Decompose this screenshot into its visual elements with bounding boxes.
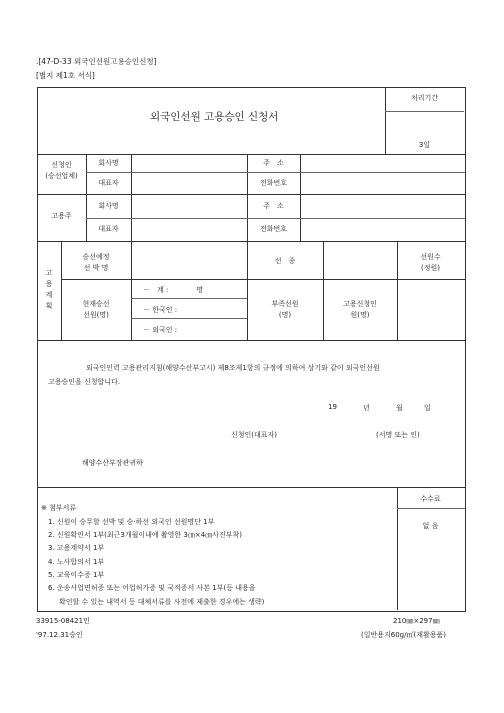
- plan-label-char: 용: [45, 280, 53, 288]
- attachment-item: 4. 노사합의서 1부: [48, 558, 105, 566]
- applicant-company-field[interactable]: [132, 155, 246, 171]
- ship-name-label: 승선예정: [82, 253, 110, 261]
- current-crew-label-sub: 선원(명): [83, 311, 109, 319]
- employer-phone-label: 전화번호: [259, 225, 288, 233]
- divider: [37, 487, 465, 488]
- applicant-phone-field[interactable]: [301, 173, 463, 193]
- footer-code: 33915-08421민: [36, 617, 90, 625]
- request-count-label: 고용신청인: [343, 300, 377, 308]
- current-crew-label: 현재승선: [82, 300, 110, 308]
- attachment-item: 3. 고용계약서 1부: [48, 544, 105, 552]
- shortage-label-sub: (명): [278, 311, 292, 319]
- foreign-crew-label: － 외국인 :: [143, 326, 178, 334]
- plan-label-char: 고: [45, 269, 53, 277]
- divider: [397, 508, 465, 509]
- request-count-field[interactable]: [398, 280, 464, 339]
- processing-label: 처리기간: [410, 94, 439, 102]
- total-crew-label: － 계 : 명: [143, 286, 204, 294]
- applicant-phone-label: 전화번호: [259, 179, 288, 187]
- divider: [37, 241, 465, 242]
- employer-ceo-field[interactable]: [132, 219, 246, 240]
- date-day-unit: 일: [424, 404, 431, 412]
- divider: [131, 298, 247, 299]
- processing-value: 3일: [418, 141, 431, 149]
- date-year: 19: [328, 403, 337, 411]
- attachment-item: 2. 신원확인서 1부(최근3개월이내에 촬영한 3㎝×4㎝사진부착): [48, 531, 242, 539]
- recipient: 해양수산부장관귀하: [82, 459, 143, 467]
- plan-label-char: 계: [45, 291, 53, 299]
- page-title: 외국인선원 고용승인 신청서: [150, 111, 279, 123]
- divider: [397, 487, 398, 610]
- signer-label: 신청인(대표자): [231, 431, 278, 439]
- request-count-label-sub: 원(명): [350, 311, 370, 319]
- divider: [131, 318, 247, 319]
- employer-label: 고용주: [51, 212, 72, 220]
- employer-address-label: 주 소: [263, 202, 284, 210]
- employer-ceo-label: 대표자: [98, 225, 119, 233]
- ship-type-label: 선 종: [274, 257, 296, 265]
- attachment-item: 1. 신원이 승무할 선박 및 승·하선 외국인 선원명단 1부: [48, 518, 215, 526]
- crew-count-label-sub: (정원): [421, 264, 440, 272]
- divider: [385, 111, 464, 112]
- statement-line-2: 고용승인을 신청합니다.: [48, 378, 121, 386]
- crew-count-label: 선원수: [420, 253, 441, 261]
- ship-name-label-sub: 선 박 명: [83, 264, 109, 272]
- date-month-unit: 월: [396, 404, 403, 412]
- ship-type-field[interactable]: [324, 242, 396, 278]
- signature-note: (서명 또는 인): [376, 431, 420, 439]
- form-code: .[47-D-33 외국인선원고용승인신청]: [36, 57, 157, 66]
- applicant-ceo-label: 대표자: [98, 179, 119, 187]
- footer-paper: (일반용지60g/㎡(재활용품): [361, 631, 446, 639]
- employer-address-field[interactable]: [301, 195, 463, 217]
- employer-company-field[interactable]: [132, 195, 246, 217]
- applicant-address-label: 주 소: [263, 159, 284, 167]
- employer-company-label: 회사명: [98, 202, 119, 210]
- attachment-item: 6. 운송사업면허증 또는 어업허가증 및 국적증서 사본 1부(등 내용을: [48, 584, 256, 592]
- fee-value: 없 음: [422, 522, 439, 530]
- footer-approval: '97.12.31승인: [36, 631, 83, 639]
- applicant-label: 신청인: [51, 161, 72, 169]
- shortage-label: 부족선원: [271, 300, 299, 308]
- attachment-item: 5. 교육이수증 1부: [48, 571, 105, 579]
- attachment-item-continued: 확인할 수 있는 내역서 등 대체서류를 사전에 제출한 경우에는 생략): [59, 598, 265, 606]
- employer-phone-field[interactable]: [301, 219, 463, 240]
- plan-label-char: 획: [45, 302, 53, 310]
- divider: [37, 340, 465, 341]
- footer-size: 210㎜×297㎜: [393, 617, 440, 625]
- applicant-company-label: 회사명: [98, 159, 119, 167]
- applicant-label-sub: (승선업체): [45, 172, 78, 180]
- attachments-title: ※ 첨부서류: [41, 504, 77, 512]
- statement-line-1: 외국인인력 고용관리지침(해양수산부고시) 제8조제1항의 규정에 의하여 상기와 같이 외국인선원: [86, 364, 380, 372]
- applicant-ceo-field[interactable]: [132, 173, 246, 193]
- form-number: [별지 제1호 서식]: [36, 71, 95, 80]
- date-year-unit: 년: [363, 404, 370, 412]
- applicant-address-field[interactable]: [301, 155, 463, 171]
- fee-label: 수수료: [420, 495, 441, 503]
- ship-name-field[interactable]: [132, 242, 246, 278]
- korean-crew-label: － 한국인 :: [143, 306, 178, 314]
